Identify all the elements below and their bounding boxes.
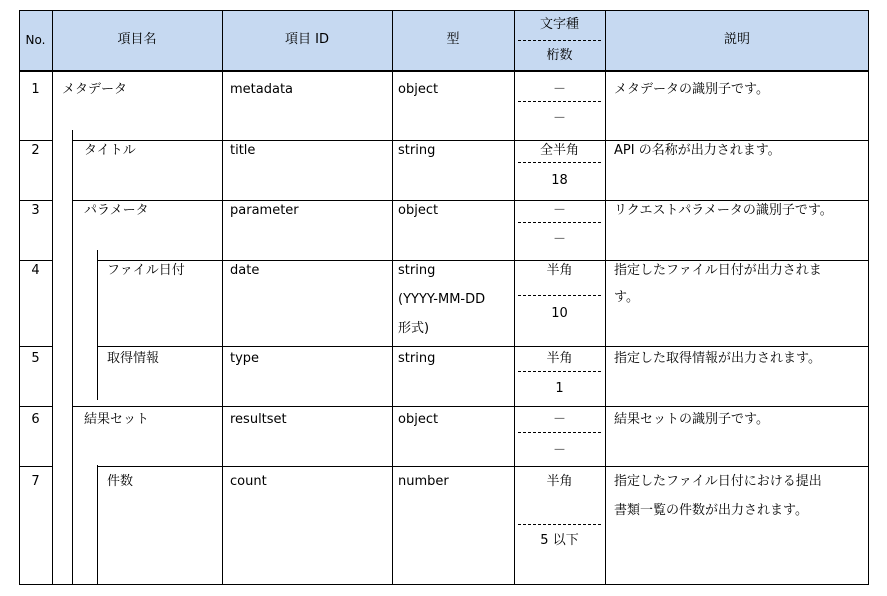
row-type: string [398,263,436,278]
row-item-name: パラメータ [84,203,149,218]
row-type-line2: (YYYY-MM-DD [398,292,486,307]
header-digits: 桁数 [546,48,573,63]
row-item-id: count [230,474,267,489]
row-item-name: 取得情報 [107,351,160,366]
row-sep-6-no [19,466,53,467]
row-description-line2: 書類一覧の件数が出力されます。 [614,503,808,518]
row-sep-4-no [19,346,53,347]
row-type: string [398,143,436,158]
header-bottom-line [19,70,869,72]
row-item-name: メタデータ [62,82,128,97]
indent-line-level2a [97,250,98,400]
row-description: メタデータの識別子です。 [614,82,769,97]
row-digits: 5 以下 [540,533,579,548]
header-item-id: 項目 ID [285,32,329,47]
cell-divider-4 [518,295,601,296]
row-sep-3 [97,260,869,261]
row-sep-2-no [19,200,53,201]
row-digits: － [552,111,566,126]
row-char-type: － [552,82,566,97]
row-item-id: type [230,351,260,366]
row-type: object [398,412,439,427]
col-line-no [52,10,53,585]
border-top [19,10,869,11]
cell-divider-7 [518,524,601,525]
row-no: 5 [31,351,40,366]
row-no: 3 [31,203,40,218]
header-divider [518,40,601,41]
row-type: object [398,82,439,97]
col-line-id [392,10,393,585]
row-type: number [398,474,449,489]
row-sep-1 [72,140,869,141]
row-item-name: タイトル [84,143,136,158]
header-item-name: 項目名 [117,32,157,47]
row-char-type: 半角 [546,351,573,366]
col-line-digits [605,10,606,585]
row-type: string [398,351,436,366]
row-description: 指定したファイル日付が出力されま [614,263,822,278]
border-bottom [19,584,869,585]
row-type: object [398,203,439,218]
row-description-line2: す。 [614,290,639,305]
row-sep-4 [97,346,869,347]
row-no: 2 [31,143,40,158]
row-description: API の名称が出力されます。 [614,143,781,158]
row-no: 7 [31,474,40,489]
col-line-name [222,10,223,585]
row-digits: 18 [551,173,568,188]
row-item-name: 結果セット [84,412,150,427]
row-sep-5-no [19,406,53,407]
row-char-type: － [552,412,566,427]
row-digits: － [552,443,566,458]
row-description: 指定したファイル日付における提出 [614,474,822,489]
row-sep-3-no [19,260,53,261]
row-no: 1 [31,82,40,97]
row-char-type: 全半角 [539,143,579,158]
row-digits: 10 [551,306,568,321]
row-sep-1-no [19,140,53,141]
row-char-type: － [552,203,566,218]
row-char-type: 半角 [546,474,573,489]
cell-divider-2 [518,162,601,163]
row-no: 6 [31,412,40,427]
row-item-name: 件数 [107,474,134,489]
row-item-name: ファイル日付 [107,263,185,278]
row-digits: － [552,232,566,247]
row-item-id: title [230,143,256,158]
border-right [868,10,869,585]
indent-line-level2b [97,465,98,585]
header-description: 説明 [723,32,750,47]
header-type: 型 [446,32,460,47]
row-sep-5 [72,406,869,407]
row-no: 4 [31,263,40,278]
row-description: 指定した取得情報が出力されます。 [614,351,821,366]
cell-divider-1 [518,101,601,102]
row-item-id: metadata [230,82,294,97]
header-char-type: 文字種 [539,17,579,32]
row-description: リクエストパラメータの識別子です。 [614,203,833,218]
row-type-line3: 形式) [398,321,430,336]
row-sep-6 [97,466,869,467]
row-description: 結果セットの識別子です。 [614,412,769,427]
row-item-id: resultset [230,412,287,427]
indent-line-level1 [72,130,73,585]
cell-divider-5 [518,371,601,372]
row-sep-2 [72,200,869,201]
cell-divider-6 [518,432,601,433]
header-no: No. [25,33,46,47]
row-char-type: 半角 [546,263,573,278]
row-digits: 1 [555,381,564,396]
row-item-id: parameter [230,203,299,218]
cell-divider-3 [518,222,601,223]
row-item-id: date [230,263,260,278]
